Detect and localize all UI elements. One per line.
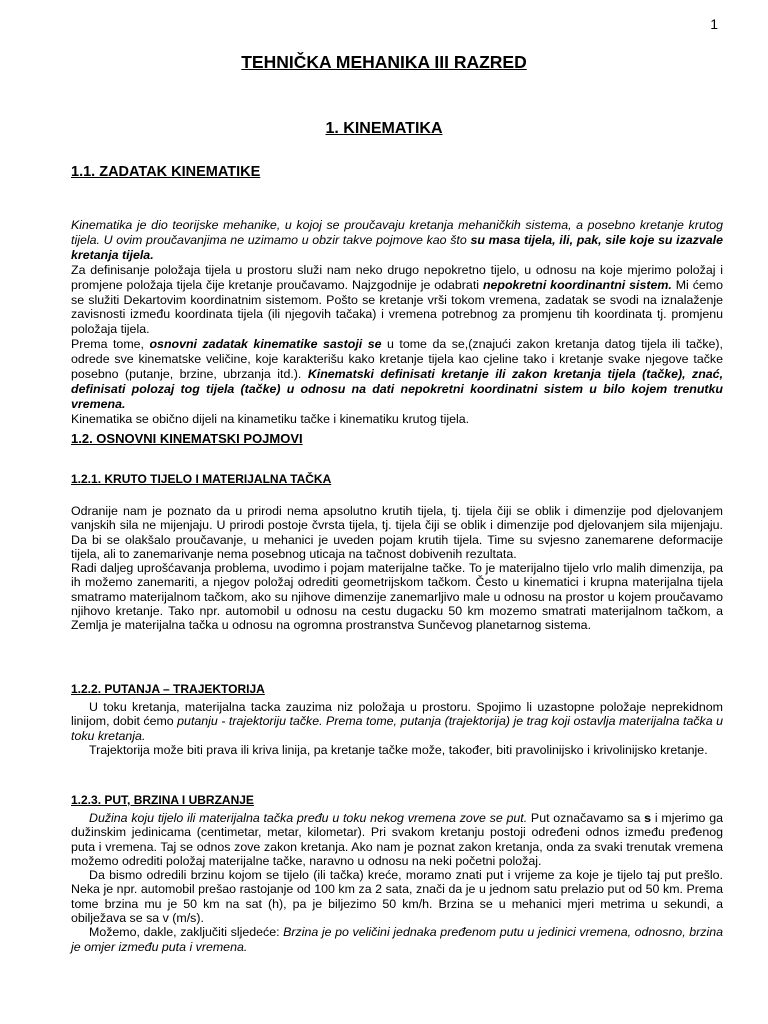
- text-run: U toku kretanja, materijalna tacka zauzima niz položaja u prostoru. Spojimo li uzastopne položaje neprekidnom linijom, dobit ćemo: [71, 700, 723, 729]
- text-run: Za definisanje položaja tijela u prostoru služi nam neko drugo nepokretno tijelo, u odnosu na koje mjerimo položaj i promjene položaja tijela čije kretanje proučavamo. Najzgodnije je odabrati: [71, 262, 723, 292]
- document-title: TEHNIČKA MEHANIKA III RAZRED: [241, 52, 527, 72]
- section-body-1-1: [71, 218, 723, 427]
- italic-text: Brzina je po veličini jednaka pređenom putu u jedinici vremena, odnosno, brzina je omjer između puta i vremena.: [71, 925, 723, 954]
- section-heading-1-2-2: 1.2.2. PUTANJA – TRAJEKTORIJA: [71, 682, 265, 696]
- section-body-1-2-1: [71, 504, 723, 633]
- italic-text: putanju - trajektoriju tačke. Prema tome, putanja (trajektorija) je trag koji ostavlja materijalna tačka u toku kretanja.: [71, 714, 724, 743]
- section-heading-1-2-3: 1.2.3. PUT, BRZINA I UBRZANJE: [71, 793, 254, 807]
- text-run: Možemo, dakle, zaključiti sljedeće:: [89, 925, 284, 940]
- paragraph: [71, 925, 723, 954]
- bold-italic-text: nepokretni koordinantni sistem.: [482, 277, 672, 292]
- text-run: Put označavamo sa: [527, 811, 645, 825]
- italic-text: Kinematika je dio teorijske mehanike, u kojoj se proučavaju kretanja mehaničkih sistema, a posebno kretanje krutog tijela. U ovim proučavanjima ne uzimamo u obzir takve pojmove kao što: [71, 218, 723, 247]
- text-run: Prema tome,: [71, 337, 150, 352]
- paragraph: Da bismo odredili brzinu kojom se tijelo (ili tačka) kreće, moramo znati put i vrijeme za koje je tijelo taj put prešlo. Neka je npr. automobil prešao rastojanje od 100 km za 2 sata, znači da je u jednom satu prelazio put od 50 km. Prema tome brzina mu je 50 km na sat (h), pa je biljezimo 50 km/h. Brzina se u mehanici mjeri metrima u sekundi, a obilježava se sa v (m/s).: [71, 868, 723, 926]
- text-run: u tome da se,(znajući zakon kretanja datog tijela ili tačke), odrede sve kinematske veličine, koje karakterišu kako kretanje tijela kao cjeline tako i kretanje svake njegove tačke posebno (putanje, brzine, ubrzanja itd.).: [71, 337, 723, 382]
- section-heading-1-2: 1.2. OSNOVNI KINEMATSKI POJMOVI: [71, 431, 303, 446]
- section-heading-1-2-1: 1.2.1. KRUTO TIJELO I MATERIJALNA TAČKA: [71, 472, 332, 486]
- paragraph: [71, 811, 723, 868]
- paragraph: [71, 218, 723, 263]
- paragraph: [71, 700, 723, 743]
- text-run: Mi ćemo se služiti Dekartovim koordinatnim sistemom. Pošto se kretanje vrši tokom vremena, zadatak se svodi na iznalaženje zavisnosti između koordinata tijela (ili njegovih tačaka) i vremena potrebnog za promjenu tih koordinata tj. promjenu položaja tijela.: [71, 277, 724, 337]
- paragraph: Kinematika se obično dijeli na kinametiku tačke i kinematiku krutog tijela.: [71, 411, 470, 426]
- text-run: i mjerimo ga dužinskim jedinicama (centimetar, metar, kilometar). Pri svakom kretanju postoji određeni odnos između pređenog puta i vremena. Taj se odnos zove zakon kretanja. Ako nam je poznat zakon kretanja, onda za svaki trenutak vremena možemo odrediti položaj materijalne tačke, naravno u odnosu na neki početni položaj.: [71, 811, 723, 868]
- section-body-1-2-3: [71, 811, 723, 954]
- bold-italic-text: su masa tijela, ili, pak, sile koje su izazvale kretanja tijela.: [71, 232, 723, 262]
- section-heading-1-1: 1.1. ZADATAK KINEMATIKE: [71, 164, 261, 180]
- bold-italic-text: nepokretni koordinatni sistem u bilo kojem trenutku vremena.: [71, 381, 723, 411]
- chapter-title: 1. KINEMATIKA: [325, 120, 443, 137]
- paragraph: Radi daljeg uprošćavanja problema, uvodimo i pojam materijalne tačke. To je materijalno tijelo vrlo malih dimenzija, pa ih možemo zanemariti, a njegov položaj odrediti geometrijskom tačkom. Često u kinematici i krupna materijalna tijela smatramo materijalnom tačkom, ako su njihove dimenzije zanemarljivo male u odnosu na prostor u kojem proučavamo njihovo kretanje. Tako npr. automobil u odnosu na cestu dugacku 50 km mozemo smatrati materijalnom tačkom, a Zemlja je materijalna tačka u odnosu na ogromna prostranstva Sunčevog planetarnog sistema.: [71, 561, 723, 633]
- paragraph: [71, 337, 723, 412]
- bold-italic-text: Kinematski definisati kretanje ili zakon kretanja tijela (tačke), znać, definisati polozaj tog tijela (tačke) u odnosu na dati: [71, 367, 724, 396]
- paragraph: Trajektorija može biti prava ili kriva linija, pa kretanje tačke može, također, biti pravolinijsko i krivolinijsko kretanje.: [89, 742, 708, 757]
- section-body-1-2-2: [71, 700, 723, 757]
- italic-text: Dužina koju tijelo ili materijalna tačka pređu u toku nekog vremena zove se put.: [89, 811, 528, 825]
- paragraph: Odranije nam je poznato da u prirodi nema apsolutno krutih tijela, tj. tijela čiji se oblik i dimenzije pod djelovanjem vanjskih sila ne mijenjaju. U prirodi postoje čvrsta tijela, tj. tijela čiji se oblik i dimenzije pod djelovanjem sila mijenjaju. Da bi se olakšalo proučavanje, u mehanici je uveden pojam krutih tijela. Time su svjesno zanemarene deformacije tijela, ali to zanemarivanje nema posebnog uticaja na tačnost dobivenih rezultata.: [71, 504, 723, 561]
- bold-text: s: [644, 811, 652, 825]
- page-number: 1: [710, 16, 718, 32]
- paragraph: [71, 263, 723, 338]
- bold-italic-text: osnovni zadatak kinematike sastoji se: [149, 337, 382, 352]
